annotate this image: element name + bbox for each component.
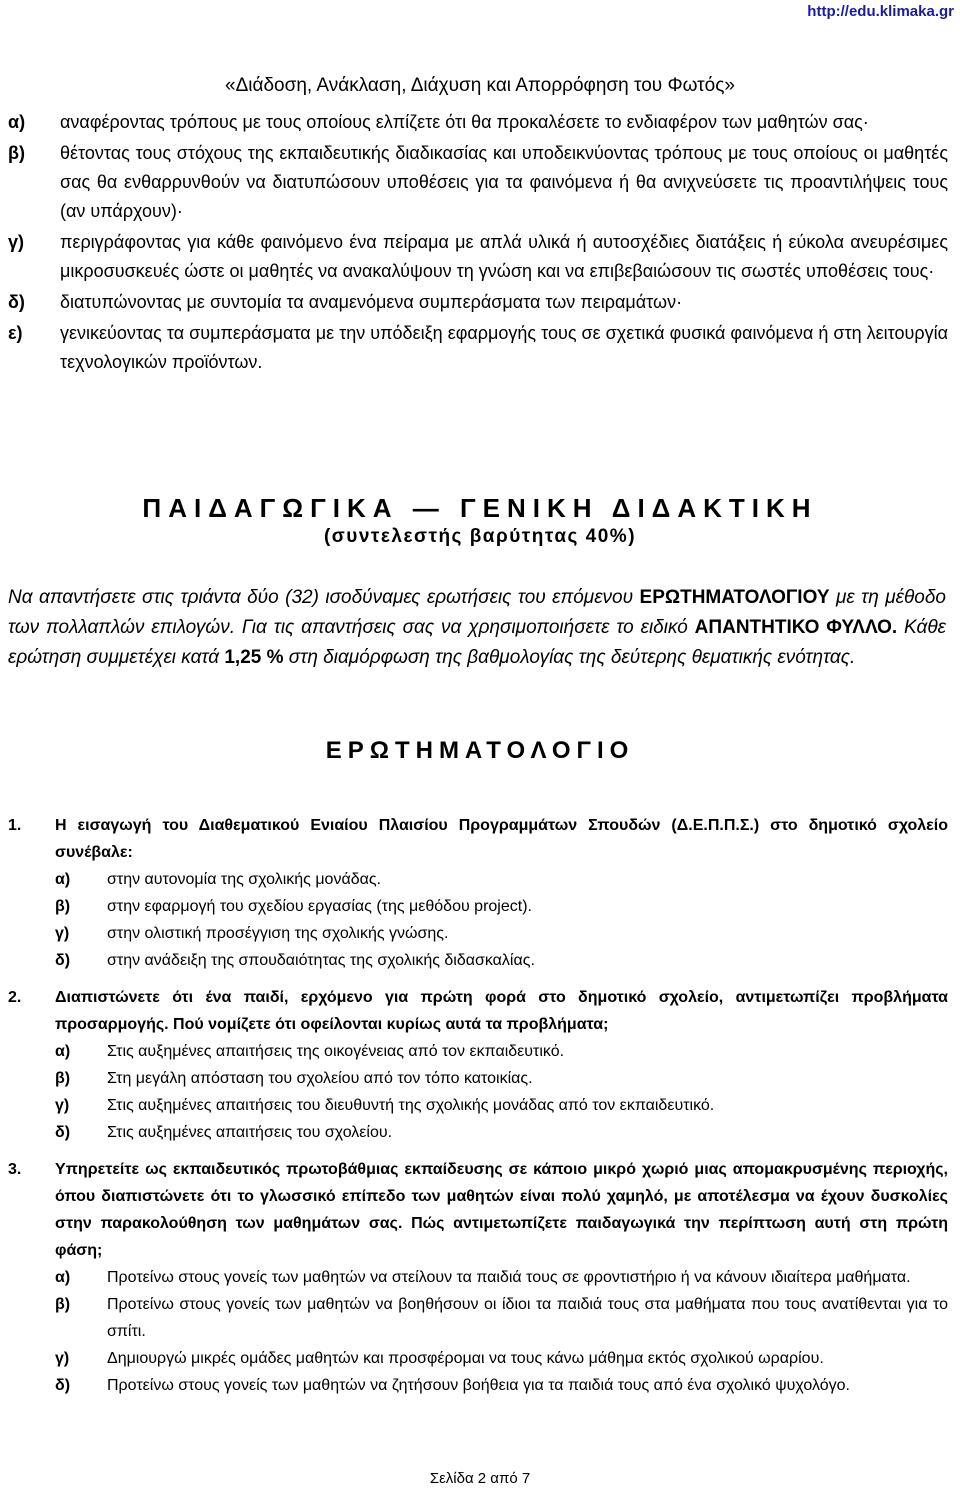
question-block	[8, 1156, 948, 1399]
option-label: α)	[55, 1043, 71, 1060]
option-text: Προτείνω στους γονείς των μαθητών να ζητήσουν βοήθεια για τα παιδιά τους από ένα σχολικό ψυχολόγο.	[107, 1377, 850, 1394]
instructions-text: με τη μέθοδο των πολλαπλών επιλογών. Για τις απαντήσεις σας να χρησιμοποιήσετε το ειδικό	[8, 587, 946, 638]
list-item-label: α)	[8, 112, 26, 132]
section-subheading: (συντελεστής βαρύτητας 40%)	[323, 526, 637, 547]
page-number: Σελίδα 2 από 7	[429, 1470, 531, 1487]
list-item	[8, 319, 948, 377]
question-options	[55, 1264, 948, 1399]
instructions-text: Να απαντήσετε στις τριάντα δύο (32) ισοδύναμες ερωτήσεις του επόμενου	[8, 587, 640, 608]
option-item	[55, 1345, 948, 1372]
list-item	[8, 228, 948, 286]
question-options	[55, 866, 948, 974]
list-item-label: γ)	[8, 232, 25, 252]
option-label: γ)	[55, 925, 70, 942]
option-text: Στις αυξημένες απαιτήσεις του σχολείου.	[107, 1124, 393, 1141]
option-label: α)	[55, 1269, 71, 1286]
instructions-text: Κάθε ερώτηση συμμετέχει κατά	[8, 617, 946, 668]
option-item	[55, 1264, 948, 1291]
questionnaire-title: ΕΡΩΤΗΜΑΤΟΛΟΓΙΟ	[325, 737, 635, 764]
list-item-label: δ)	[8, 292, 25, 312]
question-text: Διαπιστώνετε ότι ένα παιδί, ερχόμενο για πρώτη φορά στο δημοτικό σχολείο, αντιμετωπίζει προβλήματα προσαρμογής. Πού νομίζετε ότι οφείλονται κυρίως αυτά τα προβλήματα;	[55, 989, 948, 1033]
option-item	[55, 1372, 948, 1399]
option-label: β)	[55, 1070, 71, 1087]
instructions-emphasis: ΕΡΩΤΗΜΑΤΟΛΟΓΙΟΥ	[639, 587, 830, 608]
list-item-text: διατυπώνοντας με συντομία τα αναμενόμενα συμπεράσματα των πειραμάτων·	[60, 292, 683, 312]
option-label: δ)	[55, 952, 71, 969]
option-text: Στη μεγάλη απόσταση του σχολείου από τον τόπο κατοικίας.	[107, 1070, 533, 1087]
option-label: β)	[55, 898, 71, 915]
list-item-text: γενικεύοντας τα συμπεράσματα με την υπόδειξη εφαρμογής τους σε σχετικά φυσικά φαινόμενα ή στη λειτουργία τεχνολογικών προϊόντων.	[60, 323, 948, 372]
question-text: Υπηρετείτε ως εκπαιδευτικός πρωτοβάθμιας εκπαίδευσης σε κάποιο μικρό χωριό μιας απομακρυσμένης περιοχής, όπου διαπιστώνετε ότι το γλωσσικό επίπεδο των μαθητών είναι πολύ χαμηλό, με αποτέλεσμα να έχουν δυσκολίες στην παρακολούθηση των μαθημάτων σας. Πώς αντιμετωπίζετε παιδαγωγικά την περίπτωση αυτή στη πρώτη φάση;	[55, 1161, 948, 1259]
option-item	[55, 1065, 948, 1092]
option-label: γ)	[55, 1350, 70, 1367]
topic-title: «Διάδοση, Ανάκλαση, Διάχυση και Απορρόφηση του Φωτός»	[225, 75, 735, 96]
list-item	[8, 288, 948, 317]
question-block	[8, 812, 948, 974]
option-item	[55, 866, 948, 893]
option-text: στην ολιστική προσέγγιση της σχολικής γνώσης.	[107, 925, 449, 942]
list-item-text: περιγράφοντας για κάθε φαινόμενο ένα πείραμα με απλά υλικά ή αυτοσχέδιες διατάξεις ή εύκολα ανευρέσιμες μικροσυσκευές ώστε οι μαθητές να ανακαλύψουν τη γνώση και να επιβεβαιώσουν τις σωστές υποθέσεις τους·	[60, 232, 948, 281]
option-label: δ)	[55, 1124, 71, 1141]
instructions-emphasis: 1,25 %	[224, 647, 284, 668]
option-text: Προτείνω στους γονείς των μαθητών να βοηθήσουν οι ίδιοι τα παιδιά τους στα μαθήματα που τους ανατίθενται για το σπίτι.	[107, 1296, 948, 1340]
question-header	[8, 984, 948, 1038]
option-label: α)	[55, 871, 71, 888]
option-text: στην ανάδειξη της σπουδαιότητας της σχολικής διδασκαλίας.	[107, 952, 535, 969]
list-item	[8, 139, 948, 226]
instructions-paragraph	[8, 583, 946, 673]
option-item	[55, 1291, 948, 1345]
instructions-text: στη διαμόρφωση της βαθμολογίας της δεύτερης θεματικής ενότητας.	[283, 647, 856, 668]
list-item	[8, 108, 948, 137]
option-item	[55, 893, 948, 920]
option-item	[55, 947, 948, 974]
option-label: γ)	[55, 1097, 70, 1114]
question-header	[8, 1156, 948, 1264]
option-text: στην αυτονομία της σχολικής μονάδας.	[107, 871, 381, 888]
list-item-label: ε)	[8, 323, 23, 343]
option-item	[55, 1038, 948, 1065]
question-header	[8, 812, 948, 866]
header-url-link[interactable]: http://edu.klimaka.gr	[807, 3, 954, 20]
option-text: Δημιουργώ μικρές ομάδες μαθητών και προσφέρομαι να τους κάνω μάθημα εκτός σχολικού ωραρίου.	[107, 1350, 824, 1367]
list-item-label: β)	[8, 143, 25, 163]
question-block	[8, 984, 948, 1146]
objectives-list	[8, 108, 948, 379]
option-label: δ)	[55, 1377, 71, 1394]
question-number: 1.	[8, 817, 22, 834]
question-number: 3.	[8, 1161, 22, 1178]
option-text: Προτείνω στους γονείς των μαθητών να στείλουν τα παιδιά τους σε φροντιστήριο ή να κάνουν ιδιαίτερα μαθήματα.	[107, 1269, 911, 1286]
option-label: β)	[55, 1296, 71, 1313]
question-options	[55, 1038, 948, 1146]
list-item-text: θέτοντας τους στόχους της εκπαιδευτικής διαδικασίας και υποδεικνύοντας τρόπους με τους οποίους οι μαθητές σας θα ενθαρρυνθούν να διατυπώσουν υποθέσεις για τα φαινόμενα ή θα ανιχνεύσετε τις προαντιλήψεις τους (αν υπάρχουν)·	[60, 143, 948, 221]
list-item-text: αναφέροντας τρόπους με τους οποίους ελπίζετε ότι θα προκαλέσετε το ενδιαφέρον των μαθητών σας·	[60, 112, 869, 132]
section-heading: ΠΑΙΔΑΓΩΓΙΚΑ — ΓΕΝΙΚΗ ΔΙΔΑΚΤΙΚΗ	[142, 493, 818, 523]
option-item	[55, 1092, 948, 1119]
option-item	[55, 1119, 948, 1146]
option-text: στην εφαρμογή του σχεδίου εργασίας (της μεθόδου project).	[107, 898, 532, 915]
question-number: 2.	[8, 989, 22, 1006]
option-text: Στις αυξημένες απαιτήσεις της οικογένειας από τον εκπαιδευτικό.	[107, 1043, 565, 1060]
option-text: Στις αυξημένες απαιτήσεις του διευθυντή της σχολικής μονάδας από τον εκπαιδευτικό.	[107, 1097, 715, 1114]
instructions-emphasis: ΑΠΑΝΤΗΤΙΚΟ ΦΥΛΛΟ.	[694, 617, 898, 638]
question-text: Η εισαγωγή του Διαθεματικού Ενιαίου Πλαισίου Προγραμμάτων Σπουδών (Δ.Ε.Π.Π.Σ.) στο δημοτικό σχολείο συνέβαλε:	[55, 817, 948, 861]
option-item	[55, 920, 948, 947]
